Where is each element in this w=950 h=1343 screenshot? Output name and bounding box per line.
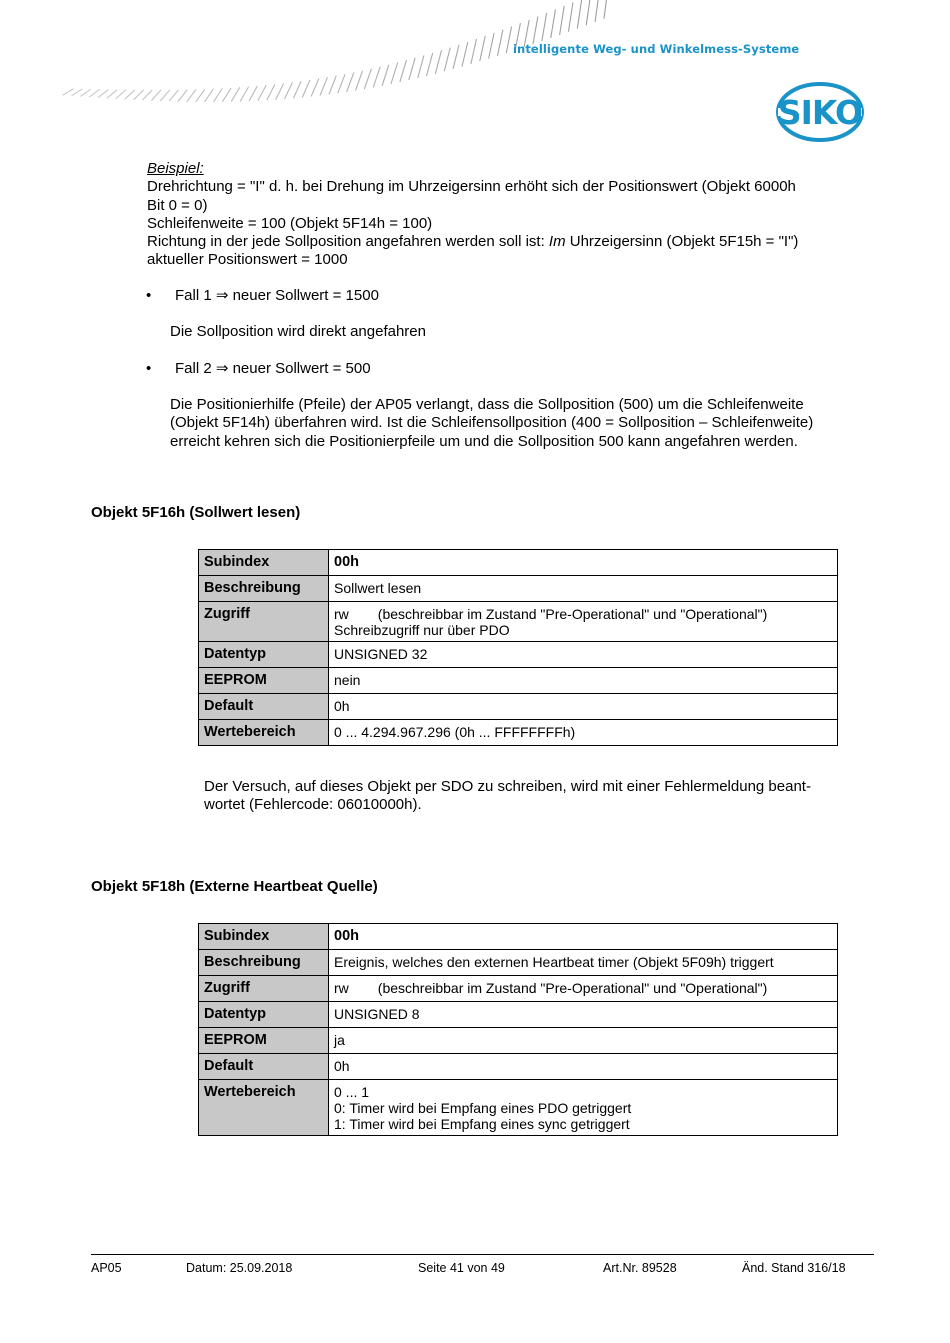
header-hatch-stroke	[356, 71, 363, 90]
example-direction: Richtung in der jede Sollposition angefahren werden soll ist: Im Uhrzeigersinn (Objekt 5F15h = "I")	[147, 233, 799, 251]
header-hatch-stroke	[143, 90, 152, 100]
header-hatch-stroke	[400, 61, 406, 82]
header-hatch-stroke	[311, 79, 318, 96]
object-table-5f18h	[198, 923, 838, 1136]
sdo-write-note: Der Versuch, auf dieses Objekt per SDO zu schreiben, wird mit einer Fehlermeldung beant- wortet (Fehlercode: 06010000h).	[204, 778, 811, 814]
table-row: Subindex 00h	[199, 550, 838, 576]
case1-label: Fall 1 ⇒ neuer Sollwert = 1500	[175, 287, 379, 304]
header-hatch-stroke	[187, 90, 196, 102]
header-hatch-stroke	[258, 86, 266, 101]
header-hatch-stroke	[489, 33, 494, 58]
header-hatch-stroke	[63, 89, 73, 95]
header-hatch-stroke	[214, 89, 222, 102]
header-hatch-stroke	[276, 84, 284, 99]
header-hatch-stroke	[373, 67, 380, 87]
example-line: Drehrichtung = "I" d. h. bei Drehung im Uhrzeigersinn erhöht sich der Positionswert (Objekt 6000h	[147, 178, 796, 196]
case2-label: Fall 2 ⇒ neuer Sollwert = 500	[175, 360, 371, 377]
header-hatch-stroke	[595, 0, 599, 22]
header-hatch-stroke	[294, 82, 301, 98]
table-row: Wertebereich 0 ... 1 0: Timer wird bei Empfang eines PDO getriggert 1: Timer wird bei Empfang eines sync getriggert	[199, 1080, 838, 1136]
header-hatch-stroke	[223, 88, 231, 101]
company-tagline: intelligente Weg- und Winkelmess-Systeme	[513, 42, 800, 56]
header-hatch-stroke	[427, 53, 433, 75]
table-row: Wertebereich 0 ... 4.294.967.296 (0h ... FFFFFFFFh)	[199, 720, 838, 746]
header-hatch-stroke	[99, 90, 109, 98]
header-hatch-stroke	[577, 0, 581, 28]
header-hatch-stroke	[285, 83, 293, 99]
svg-text:SIKO: SIKO	[777, 93, 863, 132]
header-hatch-stroke	[365, 69, 372, 88]
header-hatch-stroke	[196, 90, 205, 102]
footer-product: AP05	[91, 1261, 122, 1275]
header-hatch-stroke	[506, 27, 511, 53]
table-row: Datentyp UNSIGNED 8	[199, 1002, 838, 1028]
header-hatch-stroke	[542, 13, 547, 40]
header-hatch-stroke	[81, 89, 91, 96]
header-hatch-stroke	[125, 90, 134, 99]
case1-text: Die Sollposition wird direkt angefahren	[170, 323, 426, 340]
siko-logo	[776, 82, 864, 142]
header-hatch-stroke	[232, 88, 240, 102]
table-row: Datentyp UNSIGNED 32	[199, 642, 838, 668]
header-hatch-stroke	[453, 45, 459, 68]
header-hatch-stroke	[604, 0, 608, 18]
table-row: EEPROM ja	[199, 1028, 838, 1054]
example-block	[147, 160, 798, 270]
table-row: Beschreibung Sollwert lesen	[199, 576, 838, 602]
header-hatch-stroke	[116, 90, 125, 98]
header-hatch-stroke	[338, 75, 345, 93]
footer-divider	[91, 1254, 874, 1255]
header-hatch-stroke	[569, 3, 573, 32]
header-hatch-stroke	[444, 48, 450, 71]
table-row: Default 0h	[199, 694, 838, 720]
header-hatch-stroke	[72, 89, 82, 95]
table-row: Zugriff rw (beschreibbar im Zustand "Pre-Operational" und "Operational")	[199, 976, 838, 1002]
header-hatch-stroke	[90, 90, 100, 97]
footer-page: Seite 41 von 49	[418, 1261, 505, 1275]
header-hatch-stroke	[205, 89, 213, 101]
example-line: Bit 0 = 0)	[147, 196, 208, 214]
section-heading-5f18h: Objekt 5F18h (Externe Heartbeat Quelle)	[91, 878, 378, 895]
example-current-value: aktueller Positionswert = 1000	[147, 251, 348, 269]
header-hatch-stroke	[303, 80, 310, 97]
header-hatch-stroke	[134, 90, 143, 99]
object-table-5f16h	[198, 549, 838, 746]
header-hatch-stroke	[107, 90, 117, 98]
header-hatch-stroke	[480, 36, 485, 61]
header-hatch-stroke	[329, 76, 336, 94]
header-hatch-stroke	[551, 10, 556, 38]
case2-text: Die Positionierhilfe (Pfeile) der AP05 verlangt, dass die Sollposition (500) um die Schleifenweite (Objekt 5F14h) überfahren wird. Ist die Schleifensollposition (400 = Sollposition – Schleifenweite) erreicht kehren sich die Positionierpfeile um und die Sollposition 500 kann angefahren werden.	[170, 396, 814, 450]
header-hatch-stroke	[471, 39, 476, 63]
header-hatch-stroke	[560, 6, 564, 34]
example-line: Schleifenweite = 100 (Objekt 5F14h = 100)	[147, 214, 433, 232]
table-row: Default 0h	[199, 1054, 838, 1080]
header-hatch-stroke	[267, 85, 275, 100]
header-hatch-stroke	[161, 90, 170, 100]
footer-article: Art.Nr. 89528	[603, 1261, 677, 1275]
header-hatch-stroke	[152, 90, 161, 100]
table-row: EEPROM nein	[199, 668, 838, 694]
example-title: Beispiel:	[147, 160, 204, 177]
header-hatch-stroke	[418, 56, 424, 78]
header-hatch-stroke	[347, 73, 354, 92]
header-hatch-stroke	[586, 0, 590, 25]
header-hatch-stroke	[391, 63, 397, 84]
bullet-icon: •	[146, 360, 152, 377]
header-hatch-stroke	[169, 90, 178, 101]
header-hatch-stroke	[178, 90, 187, 101]
header-hatch-stroke	[382, 65, 388, 85]
table-row: Zugriff rw (beschreibbar im Zustand "Pre-Operational" und "Operational") Schreibzugriff nur über PDO	[199, 602, 838, 642]
footer-date: Datum: 25.09.2018	[186, 1261, 293, 1275]
header-hatch-stroke	[409, 58, 415, 79]
section-heading-5f16h: Objekt 5F16h (Sollwert lesen)	[91, 504, 301, 521]
header-hatch-stroke	[320, 78, 327, 95]
footer-revision: Änd. Stand 316/18	[742, 1261, 846, 1275]
table-row: Subindex 00h	[199, 924, 838, 950]
header-hatch-stroke	[249, 86, 257, 100]
header-hatch-stroke	[436, 51, 442, 74]
header-hatch-stroke	[533, 17, 538, 44]
bullet-icon: •	[146, 287, 152, 304]
table-row: Beschreibung Ereignis, welches den externen Heartbeat timer (Objekt 5F09h) triggert	[199, 950, 838, 976]
header-hatch-stroke	[498, 30, 503, 55]
header-hatch-stroke	[240, 87, 248, 101]
header-hatch-stroke	[462, 42, 468, 66]
